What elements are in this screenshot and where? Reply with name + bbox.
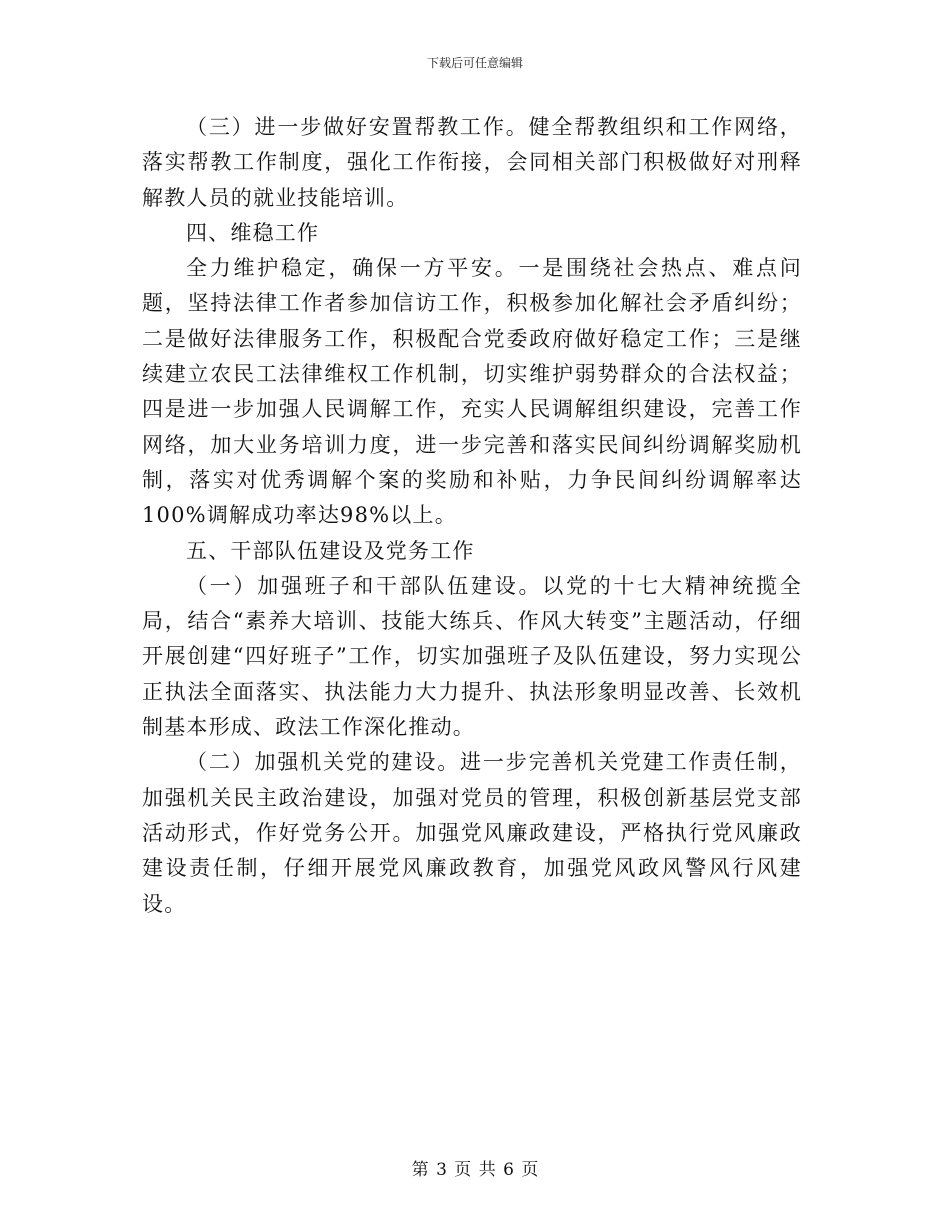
document-body: [142, 110, 802, 922]
paragraph-section-3-resettlement: （三）进一步做好安置帮教工作。健全帮教组织和工作网络，落实帮教工作制度，强化工作衔接，会同相关部门积极做好对刑释解教人员的就业技能培训。: [142, 115, 802, 210]
heading-section-4: 四、维稳工作: [186, 220, 320, 245]
page-number-footer: 第 3 页 共 6 页: [411, 1160, 539, 1180]
page-header: 下载后可任意编辑: [426, 56, 523, 70]
paragraph-stability-work: 全力维护稳定，确保一方平安。一是围绕社会热点、难点问题，坚持法律工作者参加信访工作，积极参加化解社会矛盾纠纷；二是做好法律服务工作，积极配合党委政府做好稳定工作；三是继续建立农民工法律维权工作机制，切实维护弱势群众的合法权益；四是进一步加强人民调解工作，充实人民调解组织建设，完善工作网络，加大业务培训力度，进一步完善和落实民间纠纷调解奖励机制，落实对优秀调解个案的奖励和补贴，力争民间纠纷调解率达100%调解成功率达98%以上。: [142, 256, 802, 528]
heading-section-5: 五、干部队伍建设及党务工作: [186, 538, 475, 563]
paragraph-team-building: （一）加强班子和干部队伍建设。以党的十七大精神统揽全局，结合“素养大培训、技能大练兵、作风大转变”主题活动，仔细开展创建“四好班子”工作，切实加强班子及队伍建设，努力实现公正执法全面落实、执法能力大力提升、执法形象明显改善、长效机制基本形成、政法工作深化推动。: [142, 573, 802, 740]
paragraph-party-building: （二）加强机关党的建设。进一步完善机关党建工作责任制，加强机关民主政治建设，加强对党员的管理，积极创新基层党支部活动形式，作好党务公开。加强党风廉政建设，严格执行党风廉政建设责任制，仔细开展党风廉政教育，加强党风政风警风行风建设。: [142, 750, 802, 916]
